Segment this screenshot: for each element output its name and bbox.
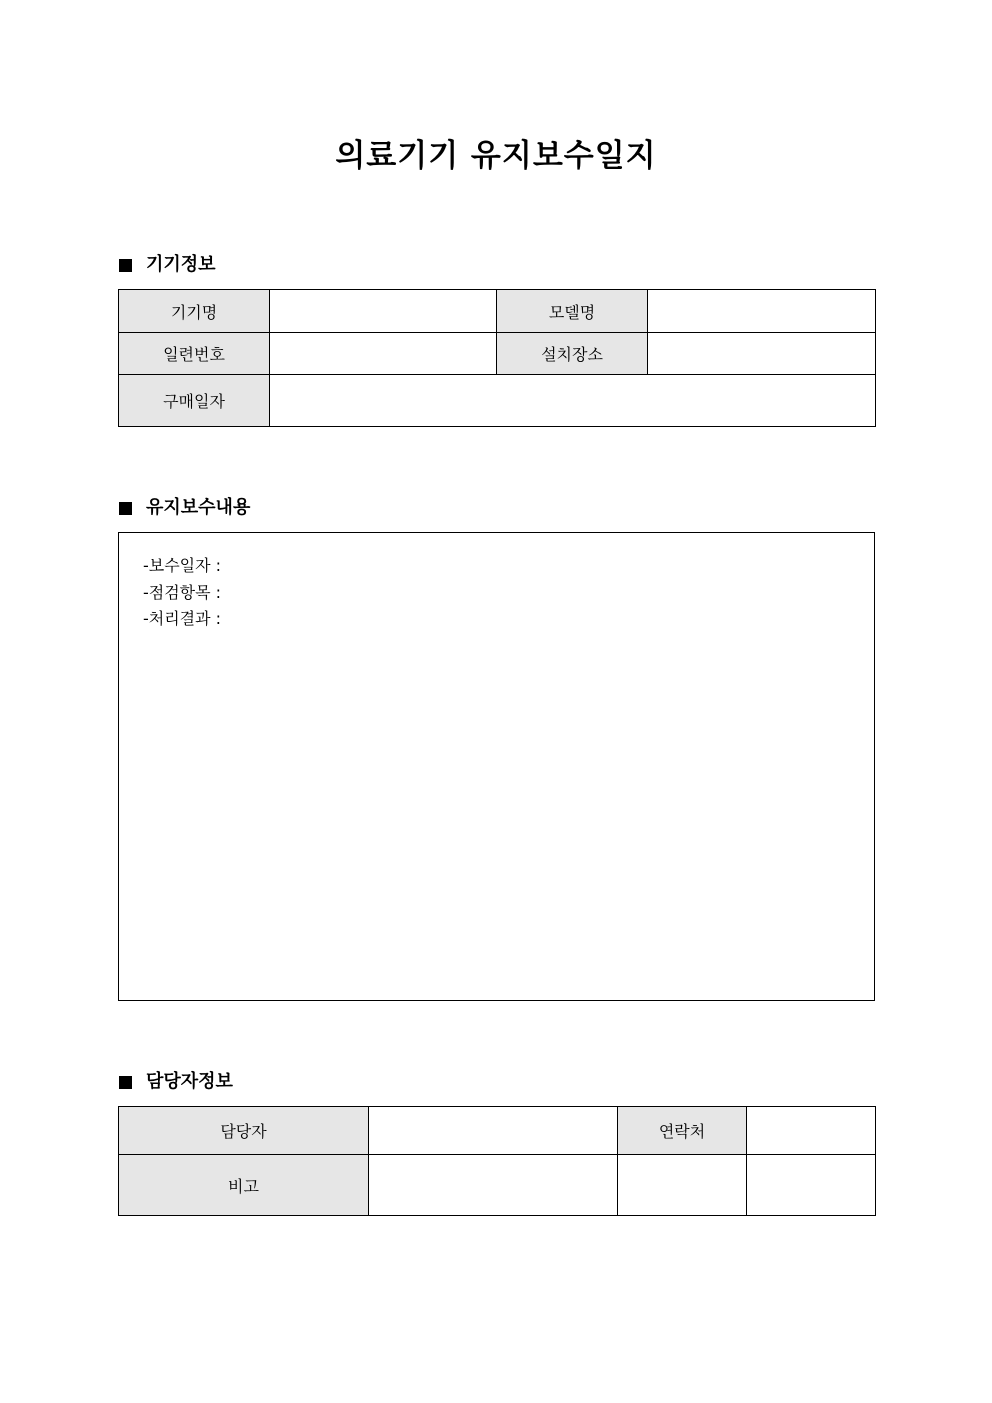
document-title: 의료기기 유지보수일지 [335, 138, 657, 174]
contact-field[interactable] [747, 1107, 876, 1155]
serial-number-label: 일련번호 [119, 333, 270, 375]
manager-info-heading [119, 1070, 233, 1094]
model-name-field[interactable] [648, 290, 876, 333]
device-info-heading-text: 기기정보 [146, 254, 216, 275]
device-info-heading [119, 253, 216, 277]
table-row [119, 1107, 876, 1155]
install-location-label: 설치장소 [497, 333, 648, 375]
table-row [119, 375, 876, 427]
square-bullet-icon [119, 259, 132, 272]
repair-date-line: -보수일자 : [143, 556, 222, 575]
serial-number-field[interactable] [270, 333, 497, 375]
device-name-label: 기기명 [119, 290, 270, 333]
manager-info-table [118, 1106, 876, 1216]
device-name-field[interactable] [270, 290, 497, 333]
table-row [119, 290, 876, 333]
maintenance-heading [119, 496, 250, 520]
manager-info-heading-text: 담당자정보 [146, 1071, 233, 1092]
manager-label: 담당자 [119, 1107, 369, 1155]
remarks-field[interactable] [369, 1155, 618, 1216]
manager-field[interactable] [369, 1107, 618, 1155]
empty-cell[interactable] [618, 1155, 747, 1216]
table-row [119, 333, 876, 375]
maintenance-lines [143, 553, 221, 633]
contact-label: 연락처 [618, 1107, 747, 1155]
model-name-label: 모델명 [497, 290, 648, 333]
square-bullet-icon [119, 502, 132, 515]
result-line: -처리결과 : [143, 609, 222, 628]
table-row [119, 1155, 876, 1216]
purchase-date-field[interactable] [270, 375, 876, 427]
square-bullet-icon [119, 1076, 132, 1089]
purchase-date-label: 구매일자 [119, 375, 270, 427]
inspection-item-line: -점검항목 : [143, 582, 222, 602]
install-location-field[interactable] [648, 333, 876, 375]
maintenance-heading-text: 유지보수내용 [146, 497, 251, 518]
device-info-table [118, 289, 876, 427]
empty-cell[interactable] [747, 1155, 876, 1216]
maintenance-content-box[interactable] [118, 532, 875, 1001]
remarks-label: 비고 [119, 1155, 369, 1216]
